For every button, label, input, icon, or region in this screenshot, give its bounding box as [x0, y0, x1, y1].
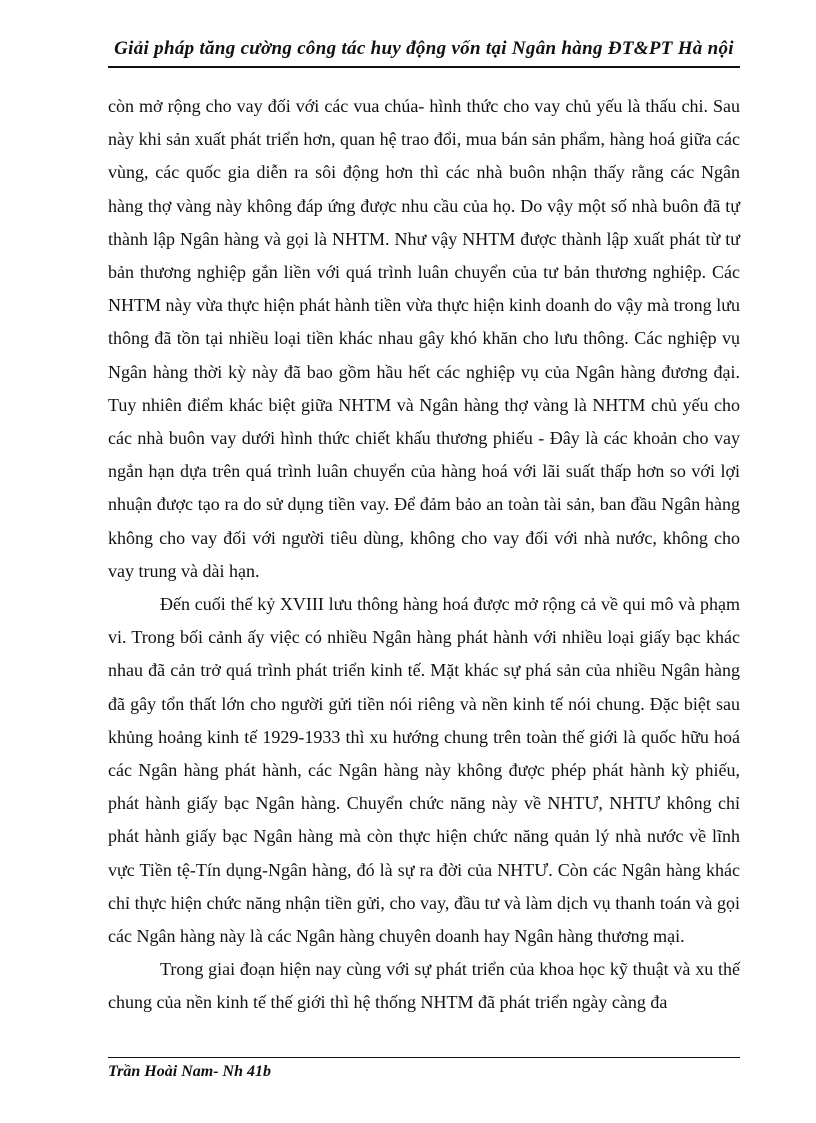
paragraph: Trong giai đoạn hiện nay cùng với sự phát triển của khoa học kỹ thuật và xu thế chung của nền kinh tế thế giới thì hệ thống NHTM đã phát triển ngày càng đa: [108, 959, 740, 1013]
header-title: Giải pháp tăng cường công tác huy động vốn tại Ngân hàng ĐT&PT Hà nội: [114, 38, 734, 59]
footer-author: Trần Hoài Nam- Nh 41b: [108, 1063, 271, 1080]
document-body: [108, 90, 740, 1020]
paragraph: Đến cuối thế kỷ XVIII lưu thông hàng hoá được mở rộng cả về qui mô và phạm vi. Trong bối cảnh ấy việc có nhiều Ngân hàng phát hành với nhiều loại giấy bạc khác nhau đã cản trở quá trình phát triển kinh tế. Mặt khác sự phá sản của nhiều Ngân hàng đã gây tổn thất lớn cho người gửi tiền nói riêng và nền kinh tế nói chung. Đặc biệt sau khủng hoảng kinh tế 1929-1933 thì xu hướng chung trên toàn thế giới là quốc hữu hoá các Ngân hàng phát hành, các Ngân hàng này không được phép phát hành kỳ phiếu, phát hành giấy bạc Ngân hàng. Chuyển chức năng này về NHTƯ, NHTƯ không chỉ phát hành giấy bạc Ngân hàng mà còn thực hiện chức năng quản lý nhà nước về lĩnh vực Tiền tệ-Tín dụng-Ngân hàng, đó là sự ra đời của NHTƯ. Còn các Ngân hàng khác chỉ thực hiện chức năng nhận tiền gửi, cho vay, đầu tư và làm dịch vụ thanh toán và gọi các Ngân hàng này là các Ngân hàng chuyên doanh hay Ngân hàng thương mại.: [108, 594, 740, 947]
paragraph-continued: còn mở rộng cho vay đối với các vua chúa- hình thức cho vay chủ yếu là thấu chi. Sau này khi sản xuất phát triển hơn, quan hệ trao đổi, mua bán sản phẩm, hàng hoá giữa các vùng, các quốc gia diễn ra sôi động hơn thì các nhà buôn nhận thấy rằng các Ngân hàng thợ vàng này không đáp ứng được nhu cầu của họ. Do vậy một số nhà buôn đã tự thành lập Ngân hàng và gọi là NHTM. Như vậy NHTM được thành lập xuất phát từ tư bản thương nghiệp gắn liền với quá trình luân chuyển của tư bản thương nghiệp. Các NHTM này vừa thực hiện phát hành tiền vừa thực hiện kinh doanh do vậy mà trong lưu thông đã tồn tại nhiều loại tiền khác nhau gây khó khăn cho lưu thông. Các nghiệp vụ Ngân hàng thời kỳ này đã bao gồm hầu hết các nghiệp vụ của Ngân hàng đương đại. Tuy nhiên điểm khác biệt giữa NHTM và Ngân hàng thợ vàng là NHTM chủ yếu cho các nhà buôn vay dưới hình thức chiết khấu thương phiếu - Đây là các khoản cho vay ngắn hạn dựa trên quá trình luân chuyển của hàng hoá với lãi suất thấp hơn so với lợi nhuận được tạo ra do sử dụng tiền vay. Để đảm bảo an toàn tài sản, ban đầu Ngân hàng không cho vay đối với người tiêu dùng, không cho vay đối với nhà nước, không cho vay trung và dài hạn.: [108, 96, 740, 581]
page-footer: [108, 1057, 740, 1082]
page-header: [108, 38, 740, 68]
